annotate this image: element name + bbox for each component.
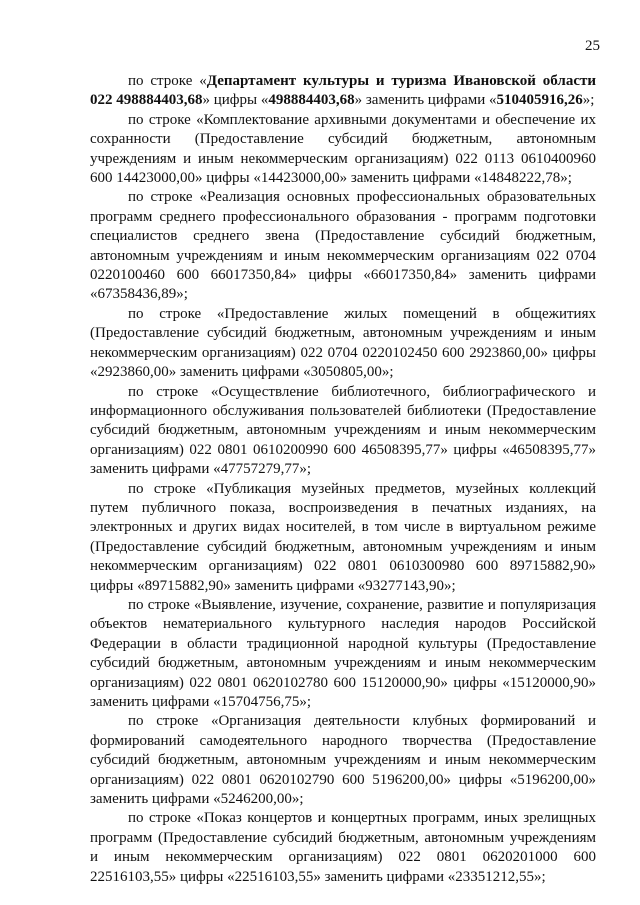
paragraph — [90, 188, 596, 304]
text-segment: по строке «Реализация основных профессиональных образовательных программ среднего профессионального образования - программ подготовки специалистов среднего звена (Предоставление субсидий бюджетным, автономным учреждениям и иным некоммерческим организациям 022 0704 0220100460 600 66017350,84» цифры «66017350,84» заменить цифрами «67358436,89»; — [90, 189, 596, 303]
document-body — [90, 72, 596, 887]
text-segment: по строке «Осуществление библиотечного, библиографического и информационного обслуживания пользователей библиотеки (Предоставление субсидий бюджетным, автономным учреждениям и иным некоммерческим организациям) 022 0801 0610200990 600 46508395,77» цифры «46508395,77» заменить цифрами «47757279,77»; — [90, 383, 596, 478]
paragraph — [90, 111, 596, 189]
bold-text: 510405916,26 — [496, 92, 583, 109]
bold-text: 498884403,68 — [268, 92, 355, 109]
text-segment: по строке «Выявление, изучение, сохранение, развитие и популяризация объектов нематериального культурного наследия народов Российской Федерации в области традиционной народной культуры (Предоставление субсидий бюджетным, автономным учреждениям и иным некоммерческим организациям) 022 0801 0620102780 600 15120000,90» цифры «15120000,90» заменить цифрами «15704756,75»; — [90, 596, 596, 710]
paragraph — [90, 383, 596, 480]
bold-text: Департамент культуры и туризма Ивановской области 022 498884403,68 — [90, 73, 596, 109]
paragraph — [90, 72, 596, 111]
text-segment: по строке «Публикация музейных предметов, музейных коллекций путем публичного показа, воспроизведения в печатных изданиях, на электронных и других видах носителей, в том числе в виртуальном режиме (Предоставление субсидий бюджетным, автономным учреждениям и иным некоммерческим организациям) 022 0801 0610300980 600 89715882,90» цифры «89715882,90» заменить цифрами «93277143,90»; — [90, 480, 596, 594]
text-segment: »; — [582, 92, 595, 109]
text-segment: по строке «Показ концертов и концертных программ, иных зрелищных программ (Предоставление субсидий бюджетным, автономным учреждениям и иным некоммерческим организациям) 022 0801 0620201000 600 22516103,55» цифры «22516103,55» заменить цифрами «23351212,55»; — [90, 810, 596, 885]
paragraph — [90, 809, 596, 887]
page-number: 25 — [585, 38, 600, 54]
paragraph — [90, 480, 596, 596]
text-segment: по строке «Организация деятельности клубных формирований и формирований самодеятельного народного творчества (Предоставление субсидий бюджетным, автономным учреждениям и иным некоммерческим организациям) 022 0801 0620102790 600 5196200,00» цифры «5196200,00» заменить цифрами «5246200,00»; — [90, 713, 596, 808]
text-segment: по строке «Предоставление жилых помещений в общежитиях (Предоставление субсидий бюджетным, автономным учреждениям и иным некоммерческим организациям) 022 0704 0220102450 600 2923860,00» цифры «2923860,00» заменить цифрами «3050805,00»; — [90, 305, 596, 381]
text-segment: » цифры « — [202, 92, 269, 109]
paragraph — [90, 596, 596, 712]
text-segment: » заменить цифрами « — [354, 92, 497, 109]
paragraph — [90, 712, 596, 809]
text-segment: по строке «Комплектование архивными документами и обеспечение их сохранности (Предоставление субсидий бюджетным, автономным учреждениям и иным некоммерческим организациям) 022 0113 0610400960 600 14423000,00» цифры «14423000,00» заменить цифрами «14848222,78»; — [90, 111, 596, 187]
paragraph — [90, 305, 596, 383]
text-segment: по строке « — [128, 73, 207, 89]
